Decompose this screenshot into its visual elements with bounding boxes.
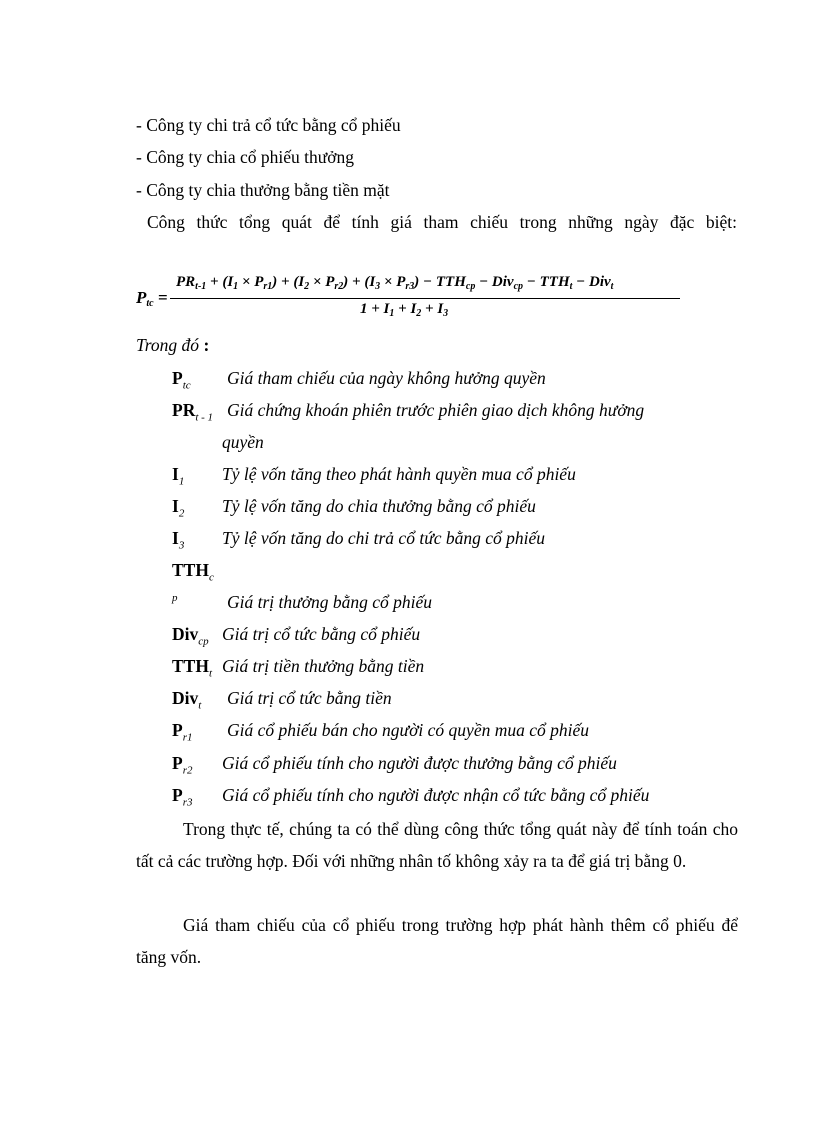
intro-sentence: Công thức tổng quát để tính giá tham chiếu trong những ngày đặc biệt: [147,212,737,232]
symbol: $P_{r3}$ [172,785,193,809]
definition-item [172,528,546,552]
formula-denominator: $1 + I_1 + I_2 + I_3$ [360,301,449,319]
formula-lhs: $P_{tc}$ = [136,288,168,309]
symbol: $I_3$ [172,528,185,552]
paragraph: Trong thực tế, chúng ta có thể dùng công thức tổng quát này để tính toán cho tất cả các trường hợp. Đối với những nhân tố không xảy ra ta để giá trị bằng 0. [136,819,738,871]
definition-item [172,753,617,777]
bullet-item: - Công ty chia thưởng bằng tiền mặt [136,180,390,200]
definition-text: Giá cổ phiếu tính cho người được nhận cổ tức bằng cổ phiếu [222,785,650,805]
definition-text: Tỷ lệ vốn tăng theo phát hành quyền mua cổ phiếu [222,464,576,484]
definition-text: Tỷ lệ vốn tăng do chi trả cổ tức bằng cổ phiếu [222,528,546,548]
definition-item [172,785,650,809]
paragraph: Giá tham chiếu của cổ phiếu trong trường hợp phát hành thêm cổ phiếu để tăng vốn. [136,915,738,967]
definition-text: Giá cổ phiếu bán cho người có quyền mua cổ phiếu [227,720,589,740]
definition-item [172,688,392,712]
symbol: $P_{r1}$ [172,720,193,744]
definition-item [172,624,421,648]
definition-item [172,400,645,452]
symbol: $I_1$ [172,464,185,488]
formula-numerator: $PR_{t-1} + (I_1 \times P_{r1}) + (I_2 \times P_{r2}) + (I_3 \times P_{r3}) - TTH_{cp} - Div_{cp} - TTH_t - Div_t$ [176,274,614,292]
definition-item [172,368,546,392]
definition-item [172,464,576,488]
symbol: $P_{r2}$ [172,753,193,777]
definition-text: Giá chứng khoán phiên trước phiên giao dịch không hưởng [227,400,645,420]
symbol: $P_{tc}$ [172,368,191,392]
definition-text: Giá trị cổ tức bằng tiền [227,688,392,708]
definition-text: Giá cổ phiếu tính cho người được thưởng bằng cổ phiếu [222,753,617,773]
bullet-item: - Công ty chi trả cổ tức bằng cổ phiếu [136,115,401,135]
definition-text: Giá trị thưởng bằng cổ phiếu [227,592,433,612]
symbol: $TTH_c$ [172,560,214,584]
definition-text: Giá trị tiền thưởng bằng tiền [222,656,425,676]
definition-text: Giá tham chiếu của ngày không hưởng quyền [227,368,546,388]
definition-item [172,656,425,680]
bullet-item: - Công ty chia cổ phiếu thưởng [136,147,355,167]
definition-text: Giá trị cổ tức bằng cổ phiếu [222,624,421,644]
definition-text-cont: quyền [222,432,264,452]
trong-do-label: Trong đó : [136,335,210,355]
reference-price-formula [136,268,656,328]
fraction-bar [170,298,680,299]
definition-item [172,496,536,520]
symbol: $TTH_t$ [172,656,213,680]
symbol: $PR_{t - 1}$ [172,400,214,424]
symbol: $I_2$ [172,496,185,520]
definition-item [172,560,433,612]
symbol: Div$_{cp}$ [172,624,209,648]
symbol-wrap: p [172,592,178,604]
definition-text: Tỷ lệ vốn tăng do chia thưởng bằng cổ phiếu [222,496,536,516]
symbol: Div$_t$ [172,688,202,712]
definition-item [172,720,589,744]
